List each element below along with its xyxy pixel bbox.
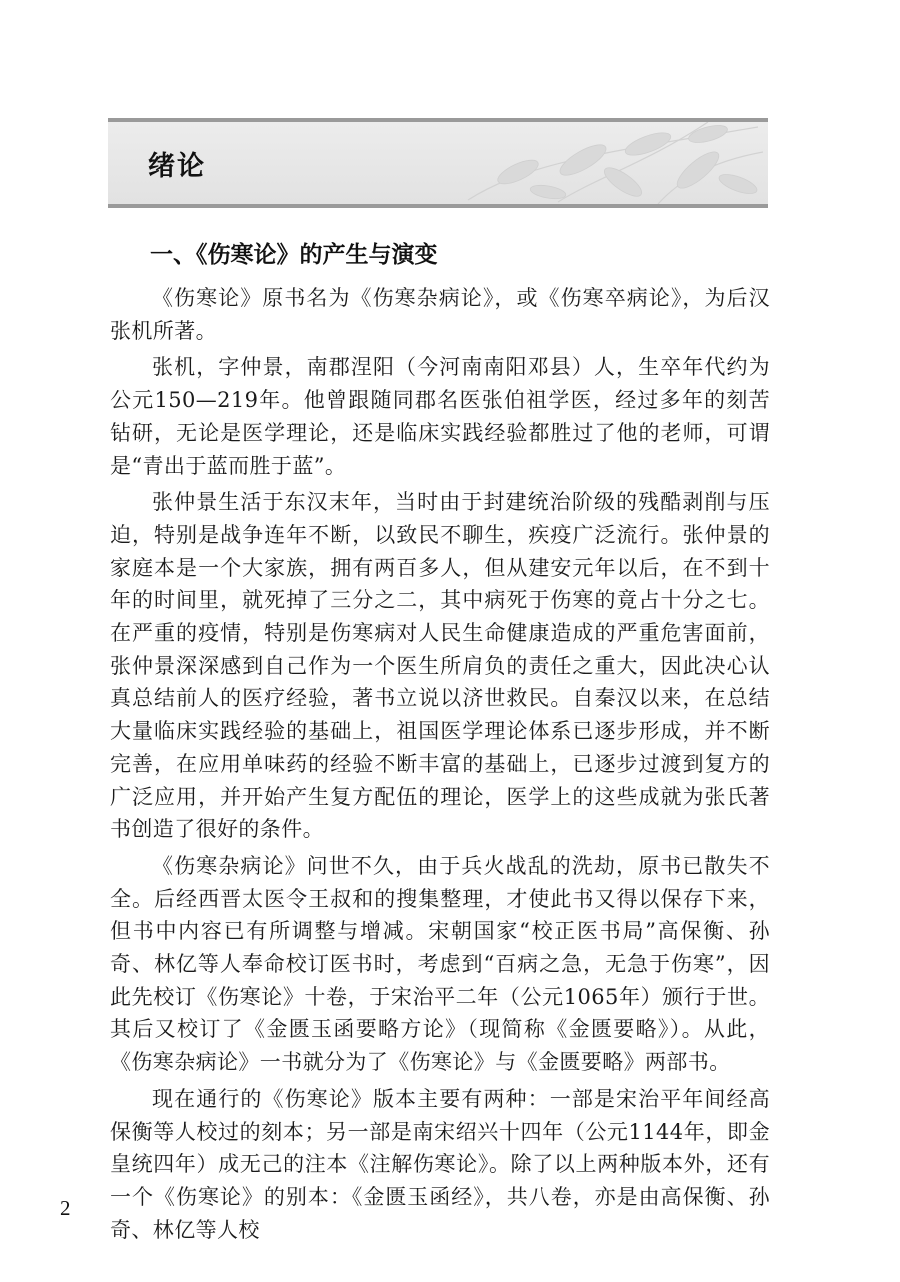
leaf-decoration-icon (408, 122, 768, 204)
chapter-header-band (108, 118, 768, 208)
section-heading: 一、《伤寒论》的产生与演变 (150, 242, 438, 268)
page-number: 2 (60, 1196, 71, 1220)
paragraph: 《伤寒论》原书名为《伤寒杂病论》，或《伤寒卒病论》，为后汉张机所著。 (110, 286, 770, 343)
paragraph: 现在通行的《伤寒论》版本主要有两种：一部是宋治平年间经高保衡等人校过的刻本；另一部是南宋绍兴十四年（公元1144年，即金皇统四年）成无己的注本《注解伤寒论》。除了以上两种版本外，还有一个《伤寒论》的别本：《金匮玉函经》，共八卷，亦是由高保衡、孙奇、林亿等人校 (110, 1086, 770, 1242)
paragraph: 张仲景生活于东汉末年，当时由于封建统治阶级的残酷剥削与压迫，特别是战争连年不断，以致民不聊生，疾疫广泛流行。张仲景的家庭本是一个大家族，拥有两百多人，但从建安元年以后，在不到十年的时间里，就死掉了三分之二，其中病死于伤寒的竟占十分之七。在严重的疫情，特别是伤寒病对人民生命健康造成的严重危害面前，张仲景深深感到自己作为一个医生所肩负的责任之重大，因此决心认真总结前人的医疗经验，著书立说以济世救民。自秦汉以来，在总结大量临床实践经验的基础上，祖国医学理论体系已逐步形成，并不断完善，在应用单味药的经验不断丰富的基础上，已逐步过渡到复方的广泛应用，并开始产生复方配伍的理论，医学上的这些成就为张氏著书创造了很好的条件。 (110, 490, 770, 842)
paragraph: 《伤寒杂病论》问世不久，由于兵火战乱的洗劫，原书已散失不全。后经西晋太医令王叔和的搜集整理，才使此书又得以保存下来，但书中内容已有所调整与增减。宋朝国家“校正医书局”高保衡、孙奇、林亿等人奉命校订医书时，考虑到“百病之急，无急于伤寒”，因此先校订《伤寒论》十卷，于宋治平二年（公元1065年）颁行于世。其后又校订了《金匮玉函要略方论》（现简称《金匮要略》）。从此，《伤寒杂病论》一书就分为了《伤寒论》与《金匮要略》两部书。 (110, 853, 770, 1075)
chapter-title: 绪论 (148, 151, 206, 182)
body-text (110, 282, 770, 1250)
paragraph: 张机，字仲景，南郡涅阳（今河南南阳邓县）人，生卒年代约为公元150—219年。他曾跟随同郡名医张伯祖学医，经过多年的刻苦钻研，无论是医学理论，还是临床实践经验都胜过了他的老师，可谓是“青出于蓝而胜于蓝”。 (110, 355, 770, 478)
